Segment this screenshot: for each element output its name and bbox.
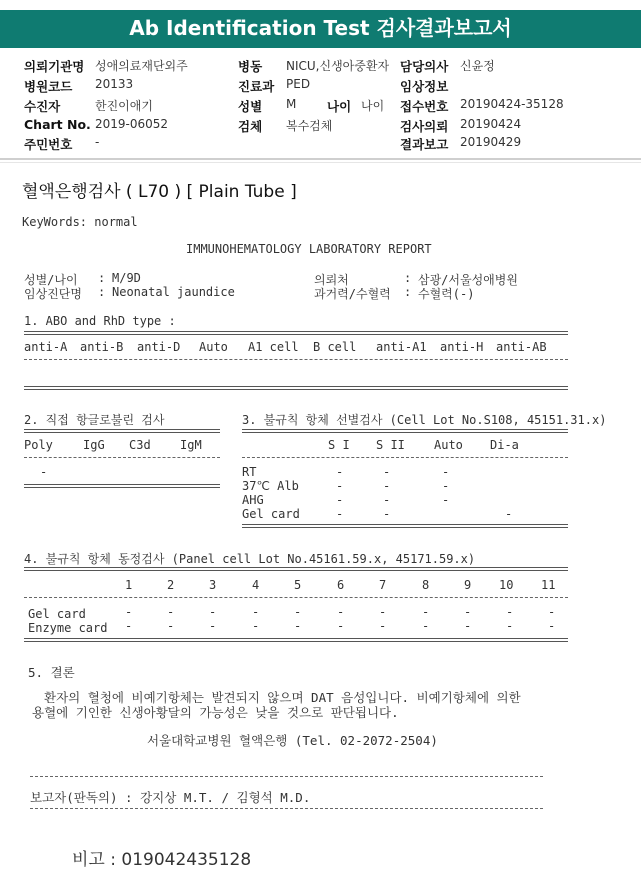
reporter: 보고자(판독의) : 강지상 M.T. / 김형석 M.D. [30, 790, 311, 805]
sex-age-label: 성별/나이 [24, 273, 78, 287]
patient-name-label: 수진자 [24, 99, 61, 114]
keywords: KeyWords: normal [22, 215, 138, 229]
screen-col-s1: S I [328, 438, 350, 452]
sex-value: M [286, 97, 297, 111]
requester-value: 삼광/서울성애병원 [418, 273, 518, 287]
header-divider [0, 158, 641, 160]
screen-cell: - [505, 507, 513, 521]
dat-col-igm: IgM [180, 438, 202, 452]
panel-col: 10 [499, 578, 514, 592]
panel-cell: - [294, 605, 302, 619]
abo-col-anti-d: anti-D [137, 340, 181, 354]
screen-col-auto: Auto [434, 438, 463, 452]
section2-rule-mid [24, 457, 220, 458]
panel-cell: - [379, 605, 387, 619]
dat-col-poly: Poly [24, 438, 53, 452]
panel-cell: - [252, 605, 260, 619]
panel-col: 9 [464, 578, 472, 592]
screen-cell: - [442, 465, 450, 479]
conclusion-line-1: 환자의 혈청에 비예기항체는 발견되지 않으며 DAT 음성입니다. 비예기항체에 의한 [44, 690, 521, 705]
institution-label: 의뢰기관명 [24, 59, 85, 74]
section4-title: 4. 불규칙 항체 동정검사 (Panel cell Lot No.45161.59.x, 45171.59.x) [24, 552, 476, 566]
chart-no-value: 2019-06052 [95, 117, 169, 131]
panel-cell: - [379, 619, 387, 633]
panel-col: 8 [422, 578, 430, 592]
abo-col-anti-a1: anti-A1 [376, 340, 427, 354]
panel-row-label: Gel card [28, 607, 86, 621]
sex-age-value: M/9D [112, 271, 141, 285]
dat-col-igg: IgG [83, 438, 105, 452]
department-value: PED [286, 77, 311, 91]
report-date-value: 20190429 [460, 135, 522, 149]
section4-rule-bottom [24, 638, 568, 642]
panel-col: 11 [541, 578, 556, 592]
abo-col-anti-b: anti-B [80, 340, 124, 354]
panel-cell: - [209, 605, 217, 619]
panel-cell: - [167, 619, 175, 633]
abo-col-auto: Auto [199, 340, 228, 354]
title-underline [0, 46, 641, 48]
screen-cell: - [383, 465, 391, 479]
panel-cell: - [464, 619, 472, 633]
section2-title: 2. 직접 항글로불린 검사 [24, 413, 165, 427]
panel-col: 6 [337, 578, 345, 592]
dat-col-c3d: C3d [129, 438, 151, 452]
section1-title: 1. ABO and RhD type : [24, 314, 176, 328]
panel-cell: - [337, 619, 345, 633]
screen-col-di-a: Di-a [490, 438, 519, 452]
screen-cell: - [383, 479, 391, 493]
screen-cell: - [336, 479, 344, 493]
panel-cell: - [422, 605, 430, 619]
report-title: Ab Identification Test 검사결과보고서 [0, 10, 641, 46]
panel-cell: - [252, 619, 260, 633]
screen-cell: - [336, 465, 344, 479]
doctor-label: 담당의사 [400, 59, 449, 74]
diagnosis-label: 임상진단명 [24, 287, 82, 301]
requester-label: 의뢰처 [314, 273, 349, 287]
resident-no-label: 주민번호 [24, 137, 73, 152]
history-colon: : [404, 285, 412, 299]
panel-col: 2 [167, 578, 175, 592]
screen-row-label: RT [242, 465, 257, 479]
panel-col: 4 [252, 578, 260, 592]
screen-cell: - [336, 493, 344, 507]
screen-cell: - [336, 507, 344, 521]
section2-rule-top [24, 429, 220, 433]
panel-col: 3 [209, 578, 217, 592]
clinical-info-label: 임상정보 [400, 79, 449, 94]
section3-rule-bottom [242, 524, 568, 528]
institution-value: 성애의료재단외주 [95, 59, 188, 73]
panel-row-label: Enzyme card [28, 621, 108, 635]
abo-col-anti-a: anti-A [24, 340, 68, 354]
age-value: 나이 [361, 99, 385, 113]
conclusion-line-2: 용혈에 기인한 신생아황달의 가능성은 낮을 것으로 판단됩니다. [32, 705, 399, 720]
panel-cell: - [337, 605, 345, 619]
section1-rule-bottom [24, 386, 568, 390]
institution-contact: 서울대학교병원 혈액은행 (Tel. 02-2072-2504) [147, 733, 438, 748]
section3-rule-top [242, 429, 568, 433]
diagnosis-colon: : [98, 285, 106, 299]
lab-report-title: IMMUNOHEMATOLOGY LABORATORY REPORT [186, 242, 432, 256]
panel-col: 7 [379, 578, 387, 592]
hospital-code-value: 20133 [95, 77, 134, 91]
abo-col-anti-ab: anti-AB [496, 340, 547, 354]
remark: 비고 : 019042435128 [72, 850, 252, 870]
panel-cell: - [506, 605, 514, 619]
screen-row-label: 37℃ Alb [242, 479, 299, 493]
panel-cell: - [548, 605, 556, 619]
test-title: 혈액은행검사 ( L70 ) [ Plain Tube ] [22, 182, 297, 202]
ward-label: 병동 [238, 59, 263, 74]
screen-cell: - [383, 507, 391, 521]
resident-no-value: - [95, 135, 100, 149]
receipt-no-label: 접수번호 [400, 99, 449, 114]
panel-cell: - [294, 619, 302, 633]
panel-cell: - [422, 619, 430, 633]
specimen-label: 검체 [238, 119, 263, 134]
sex-label: 성별 [238, 99, 263, 114]
receipt-no-value: 20190424-35128 [460, 97, 564, 111]
sex-age-colon: : [98, 271, 106, 285]
abo-col-anti-h: anti-H [440, 340, 484, 354]
screen-col-s2: S II [376, 438, 405, 452]
section4-rule-mid [24, 597, 568, 598]
screen-cell: - [383, 493, 391, 507]
panel-col: 1 [125, 578, 133, 592]
panel-cell: - [506, 619, 514, 633]
screen-row-label: AHG [242, 493, 264, 507]
patient-name-value: 한진이애기 [95, 99, 153, 113]
chart-no-label: Chart No. [24, 117, 91, 132]
reporter-rule-top [30, 776, 543, 777]
abo-col-b-cell: B cell [313, 340, 357, 354]
section4-rule-top [24, 567, 568, 571]
panel-cell: - [209, 619, 217, 633]
requester-colon: : [404, 271, 412, 285]
section5-title: 5. 결론 [28, 665, 75, 680]
request-date-label: 검사의뢰 [400, 119, 449, 134]
section1-rule-mid [24, 359, 568, 360]
header-divider-shadow [0, 162, 641, 163]
abo-col-a1-cell: A1 cell [248, 340, 299, 354]
history-label: 과거력/수혈력 [314, 287, 391, 301]
panel-cell: - [464, 605, 472, 619]
section1-rule-top [24, 331, 568, 335]
history-value: 수혈력(-) [418, 287, 475, 301]
panel-cell: - [167, 605, 175, 619]
section3-rule-mid [242, 457, 568, 458]
panel-cell: - [125, 619, 133, 633]
screen-cell: - [442, 493, 450, 507]
hospital-code-label: 병원코드 [24, 79, 73, 94]
panel-cell: - [125, 605, 133, 619]
screen-cell: - [442, 479, 450, 493]
section2-rule-bottom [24, 484, 220, 488]
age-label: 나이 [327, 99, 352, 114]
reporter-rule-bottom [30, 808, 543, 809]
screen-row-label: Gel card [242, 507, 300, 521]
doctor-value: 신윤정 [460, 59, 495, 73]
dat-poly-value: - [40, 465, 48, 479]
ward-value: NICU,신생아중환자 [286, 59, 390, 73]
panel-cell: - [548, 619, 556, 633]
specimen-value: 복수검체 [286, 119, 333, 133]
diagnosis-value: Neonatal jaundice [112, 285, 235, 299]
panel-col: 5 [294, 578, 302, 592]
section3-title: 3. 불규칙 항체 선별검사 (Cell Lot No.S108, 45151.31.x) [242, 413, 607, 427]
request-date-value: 20190424 [460, 117, 522, 131]
report-date-label: 결과보고 [400, 137, 449, 152]
department-label: 진료과 [238, 79, 275, 94]
